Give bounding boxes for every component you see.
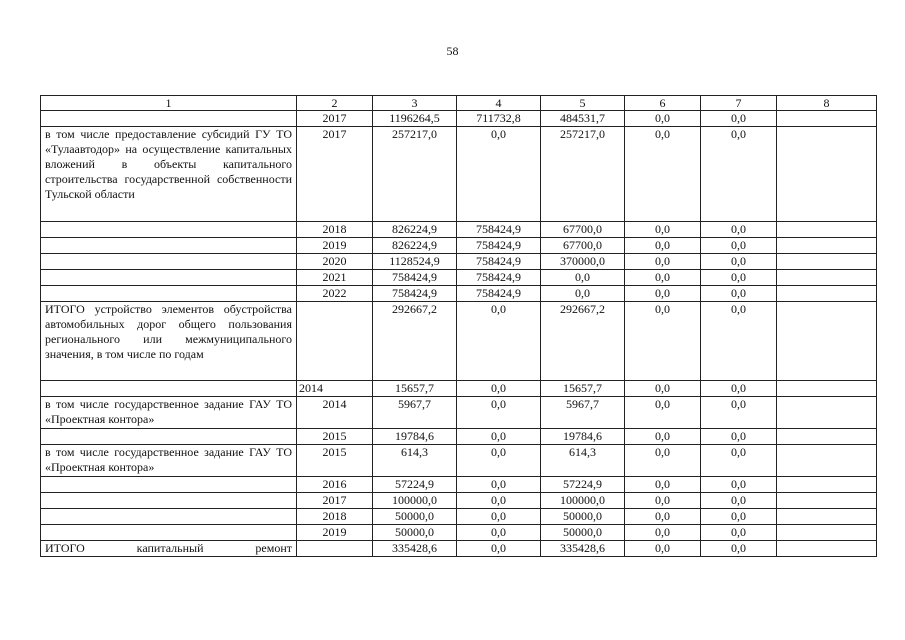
row-col7: 0,0: [701, 381, 777, 397]
row-description: [41, 286, 297, 302]
row-year: 2020: [297, 254, 373, 270]
table-row: [41, 493, 877, 509]
budget-table: [40, 95, 877, 557]
row-col8: [777, 397, 877, 429]
row-col4: 0,0: [457, 445, 541, 477]
header-cell: 3: [373, 96, 457, 111]
header-cell: 6: [625, 96, 701, 111]
row-col7: 0,0: [701, 541, 777, 557]
row-col3: 15657,7: [373, 381, 457, 397]
table-row: [41, 111, 877, 127]
row-col6: 0,0: [625, 302, 701, 381]
row-col4: 0,0: [457, 477, 541, 493]
row-col3: 335428,6: [373, 541, 457, 557]
row-description: [41, 525, 297, 541]
row-col3: 758424,9: [373, 286, 457, 302]
row-col4: 758424,9: [457, 222, 541, 238]
header-cell: 2: [297, 96, 373, 111]
row-col8: [777, 270, 877, 286]
row-col5: 100000,0: [541, 493, 625, 509]
table-row: [41, 525, 877, 541]
table-row: [41, 286, 877, 302]
row-year: 2014: [297, 397, 373, 429]
row-col4: 758424,9: [457, 254, 541, 270]
row-col6: 0,0: [625, 541, 701, 557]
row-description: [41, 509, 297, 525]
row-year: 2021: [297, 270, 373, 286]
row-description: в том числе государственное задание ГАУ ТО «Проектная контора»: [41, 397, 297, 429]
row-col7: 0,0: [701, 302, 777, 381]
row-col6: 0,0: [625, 254, 701, 270]
row-year: [297, 541, 373, 557]
row-col6: 0,0: [625, 270, 701, 286]
row-col5: 50000,0: [541, 525, 625, 541]
row-description: [41, 477, 297, 493]
row-description: [41, 429, 297, 445]
row-description: [41, 493, 297, 509]
table-row: [41, 397, 877, 429]
row-description: [41, 238, 297, 254]
row-col7: 0,0: [701, 254, 777, 270]
row-col4: 0,0: [457, 397, 541, 429]
table-row: [41, 238, 877, 254]
row-col5: 15657,7: [541, 381, 625, 397]
row-col3: 19784,6: [373, 429, 457, 445]
row-col5: 614,3: [541, 445, 625, 477]
row-col5: 5967,7: [541, 397, 625, 429]
row-col7: 0,0: [701, 525, 777, 541]
row-description: [41, 254, 297, 270]
row-year: 2017: [297, 127, 373, 222]
row-col7: 0,0: [701, 238, 777, 254]
row-col4: 0,0: [457, 493, 541, 509]
table-row: [41, 541, 877, 557]
row-col6: 0,0: [625, 445, 701, 477]
row-col6: 0,0: [625, 222, 701, 238]
row-col8: [777, 525, 877, 541]
row-year: 2017: [297, 493, 373, 509]
row-description: ИТОГО капитальный ремонт: [41, 541, 297, 557]
row-description: ИТОГО устройство элементов обустройства автомобильных дорог общего пользования регионального или межмуниципального значения, в том числе по годам: [41, 302, 297, 381]
row-col6: 0,0: [625, 493, 701, 509]
row-col6: 0,0: [625, 509, 701, 525]
row-col8: [777, 254, 877, 270]
row-col3: 100000,0: [373, 493, 457, 509]
row-col8: [777, 238, 877, 254]
row-description: в том числе предоставление субсидий ГУ ТО «Тулаавтодор» на осуществление капитальных вложений в объекты капитального строительства государственной собственности Тульской области: [41, 127, 297, 222]
table-row: [41, 127, 877, 222]
row-year: 2016: [297, 477, 373, 493]
row-col8: [777, 477, 877, 493]
row-col3: 1196264,5: [373, 111, 457, 127]
row-col7: 0,0: [701, 222, 777, 238]
column-number-header-row: [41, 96, 877, 111]
header-cell: 8: [777, 96, 877, 111]
row-col3: 1128524,9: [373, 254, 457, 270]
table-row: [41, 429, 877, 445]
row-col3: 57224,9: [373, 477, 457, 493]
header-cell: 4: [457, 96, 541, 111]
row-col5: 57224,9: [541, 477, 625, 493]
row-col5: 67700,0: [541, 238, 625, 254]
row-col7: 0,0: [701, 493, 777, 509]
row-col6: 0,0: [625, 111, 701, 127]
row-col3: 50000,0: [373, 525, 457, 541]
row-year: [297, 302, 373, 381]
row-col7: 0,0: [701, 445, 777, 477]
table-row: [41, 270, 877, 286]
row-col4: 0,0: [457, 302, 541, 381]
row-year: 2019: [297, 525, 373, 541]
table-row: [41, 222, 877, 238]
row-col4: 758424,9: [457, 238, 541, 254]
table-row: [41, 254, 877, 270]
row-year: 2019: [297, 238, 373, 254]
row-year: 2015: [297, 429, 373, 445]
row-col4: 758424,9: [457, 270, 541, 286]
row-description: [41, 381, 297, 397]
row-col6: 0,0: [625, 127, 701, 222]
row-col6: 0,0: [625, 238, 701, 254]
page-number: 58: [446, 44, 459, 58]
table-row: [41, 509, 877, 525]
row-year: 2022: [297, 286, 373, 302]
row-col5: 292667,2: [541, 302, 625, 381]
row-col4: 0,0: [457, 127, 541, 222]
row-col3: 826224,9: [373, 238, 457, 254]
row-col6: 0,0: [625, 429, 701, 445]
row-col8: [777, 541, 877, 557]
row-col5: 0,0: [541, 286, 625, 302]
table-row: [41, 302, 877, 381]
row-col3: 614,3: [373, 445, 457, 477]
row-col4: 0,0: [457, 541, 541, 557]
row-description: [41, 111, 297, 127]
row-col3: 758424,9: [373, 270, 457, 286]
row-description: [41, 222, 297, 238]
row-col5: 335428,6: [541, 541, 625, 557]
row-col5: 0,0: [541, 270, 625, 286]
row-col3: 5967,7: [373, 397, 457, 429]
row-col6: 0,0: [625, 381, 701, 397]
row-col8: [777, 445, 877, 477]
row-col3: 826224,9: [373, 222, 457, 238]
row-col5: 19784,6: [541, 429, 625, 445]
row-col3: 50000,0: [373, 509, 457, 525]
row-col3: 257217,0: [373, 127, 457, 222]
row-col7: 0,0: [701, 127, 777, 222]
header-cell: 5: [541, 96, 625, 111]
row-col7: 0,0: [701, 429, 777, 445]
row-col4: 758424,9: [457, 286, 541, 302]
row-col5: 484531,7: [541, 111, 625, 127]
row-col8: [777, 222, 877, 238]
row-col4: 711732,8: [457, 111, 541, 127]
row-col5: 50000,0: [541, 509, 625, 525]
row-col5: 257217,0: [541, 127, 625, 222]
row-col8: [777, 302, 877, 381]
row-year: 2018: [297, 509, 373, 525]
row-col8: [777, 509, 877, 525]
header-cell: 7: [701, 96, 777, 111]
table-row: [41, 381, 877, 397]
row-col7: 0,0: [701, 111, 777, 127]
row-year: 2015: [297, 445, 373, 477]
row-col8: [777, 286, 877, 302]
table-row: [41, 477, 877, 493]
row-col6: 0,0: [625, 525, 701, 541]
row-year: 2017: [297, 111, 373, 127]
header-cell: 1: [41, 96, 297, 111]
row-col8: [777, 429, 877, 445]
row-col8: [777, 493, 877, 509]
row-col4: 0,0: [457, 525, 541, 541]
row-col6: 0,0: [625, 397, 701, 429]
row-col7: 0,0: [701, 509, 777, 525]
row-col4: 0,0: [457, 381, 541, 397]
row-col6: 0,0: [625, 286, 701, 302]
row-col3: 292667,2: [373, 302, 457, 381]
table-row: [41, 445, 877, 477]
row-col5: 67700,0: [541, 222, 625, 238]
row-col8: [777, 111, 877, 127]
row-col5: 370000,0: [541, 254, 625, 270]
row-col4: 0,0: [457, 509, 541, 525]
row-col8: [777, 381, 877, 397]
row-year: 2018: [297, 222, 373, 238]
row-description: [41, 270, 297, 286]
row-col8: [777, 127, 877, 222]
row-description: в том числе государственное задание ГАУ ТО «Проектная контора»: [41, 445, 297, 477]
row-col7: 0,0: [701, 397, 777, 429]
row-col4: 0,0: [457, 429, 541, 445]
row-col7: 0,0: [701, 477, 777, 493]
row-col6: 0,0: [625, 477, 701, 493]
row-year: 2014: [297, 381, 373, 397]
row-col7: 0,0: [701, 270, 777, 286]
row-col7: 0,0: [701, 286, 777, 302]
